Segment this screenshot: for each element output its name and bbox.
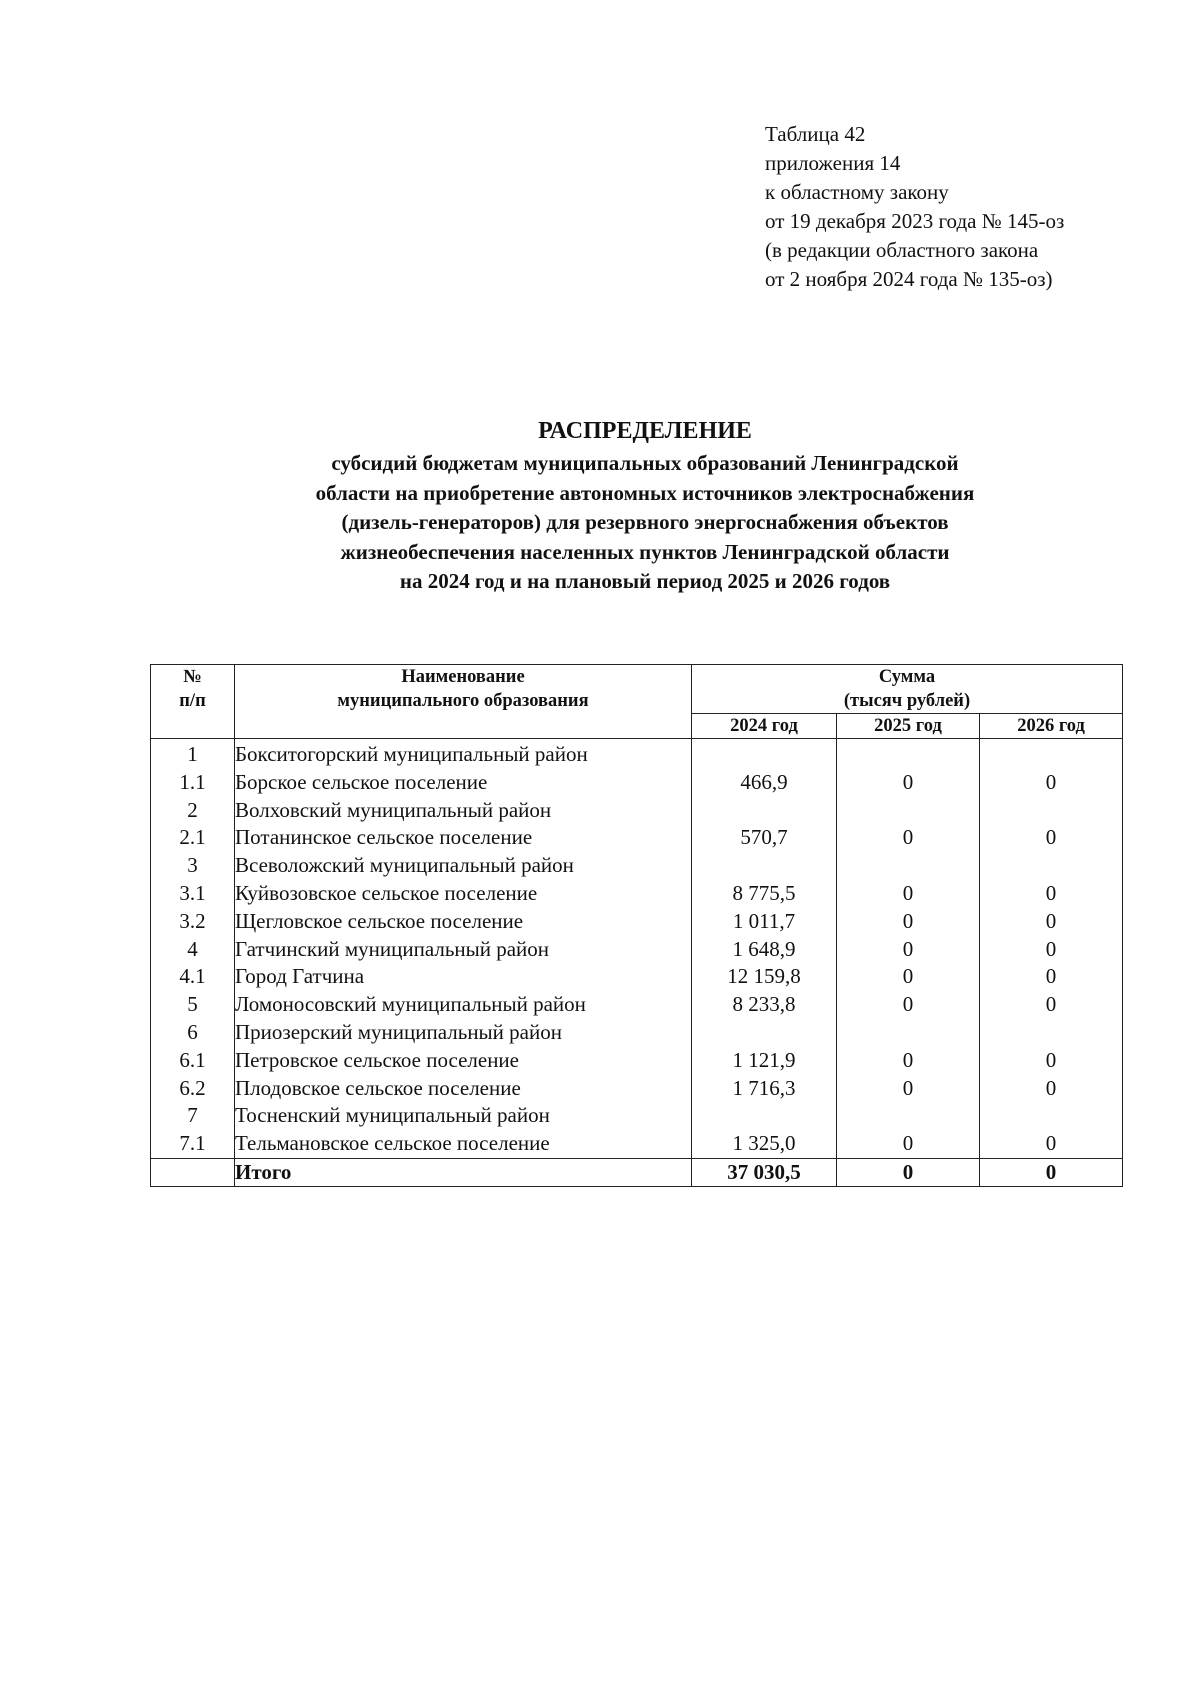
row-name: Тосненский муниципальный район — [235, 1102, 692, 1130]
row-value-2025: 0 — [837, 963, 980, 991]
row-value-2025 — [837, 852, 980, 880]
header-line: (в редакции областного закона — [765, 238, 1039, 262]
row-value-2024 — [692, 797, 837, 825]
header-line: к областному закону — [765, 180, 949, 204]
row-value-2026 — [980, 1019, 1123, 1047]
row-value-2026: 0 — [980, 824, 1123, 852]
row-value-2026 — [980, 739, 1123, 769]
row-value-2026: 0 — [980, 908, 1123, 936]
header-sum-line2: (тысяч рублей) — [843, 691, 971, 711]
row-value-2025: 0 — [837, 1047, 980, 1075]
row-num: 6 — [151, 1019, 235, 1047]
header-line: от 19 декабря 2023 года № 145-оз — [765, 209, 1065, 233]
table-row — [151, 1102, 1123, 1130]
header-num-line2: п/п — [179, 691, 206, 711]
row-value-2024: 1 011,7 — [692, 908, 837, 936]
row-value-2024 — [692, 1102, 837, 1130]
row-name: Всеволожский муниципальный район — [235, 852, 692, 880]
row-value-2025: 0 — [837, 824, 980, 852]
title-line: на 2024 год и на плановый период 2025 и 2026 годов — [399, 569, 891, 593]
document-reference-header — [765, 120, 1064, 294]
row-value-2024 — [692, 739, 837, 769]
total-row — [151, 1158, 1123, 1186]
row-value-2025: 0 — [837, 908, 980, 936]
row-num: 7.1 — [151, 1130, 235, 1158]
total-value-2024: 37 030,5 — [692, 1158, 837, 1186]
row-name: Гатчинский муниципальный район — [235, 936, 692, 964]
row-name: Город Гатчина — [235, 963, 692, 991]
row-num: 3.1 — [151, 880, 235, 908]
row-value-2026: 0 — [980, 936, 1123, 964]
document-title — [0, 415, 1200, 597]
row-value-2024 — [692, 1019, 837, 1047]
table-row — [151, 824, 1123, 852]
row-num: 2 — [151, 797, 235, 825]
row-num: 3 — [151, 852, 235, 880]
table-row — [151, 852, 1123, 880]
row-num: 1.1 — [151, 769, 235, 797]
header-sum — [692, 665, 1123, 714]
table-row — [151, 936, 1123, 964]
total-value-2026: 0 — [980, 1158, 1123, 1186]
row-num: 1 — [151, 739, 235, 769]
row-value-2025 — [837, 797, 980, 825]
row-name: Куйвозовское сельское поселение — [235, 880, 692, 908]
row-num: 4 — [151, 936, 235, 964]
row-name: Плодовское сельское поселение — [235, 1075, 692, 1103]
row-value-2024: 1 325,0 — [692, 1130, 837, 1158]
table-row — [151, 739, 1123, 769]
header-num-line1: № — [183, 667, 202, 687]
row-value-2024: 1 648,9 — [692, 936, 837, 964]
table-row — [151, 1019, 1123, 1047]
row-value-2026: 0 — [980, 1075, 1123, 1103]
row-num: 2.1 — [151, 824, 235, 852]
header-year-2026: 2026 год — [980, 714, 1123, 739]
header-line: Таблица 42 — [765, 122, 866, 146]
row-num: 5 — [151, 991, 235, 1019]
row-name: Волховский муниципальный район — [235, 797, 692, 825]
row-num: 6.1 — [151, 1047, 235, 1075]
row-value-2025: 0 — [837, 1075, 980, 1103]
row-value-2026 — [980, 1102, 1123, 1130]
row-value-2024: 1 716,3 — [692, 1075, 837, 1103]
row-value-2024: 1 121,9 — [692, 1047, 837, 1075]
header-year-2025: 2025 год — [837, 714, 980, 739]
total-num — [151, 1158, 235, 1186]
row-value-2024 — [692, 852, 837, 880]
row-num: 6.2 — [151, 1075, 235, 1103]
row-name: Ломоносовский муниципальный район — [235, 991, 692, 1019]
title-line: (дизель-генераторов) для резервного энергоснабжения объектов — [341, 510, 949, 534]
table-row — [151, 963, 1123, 991]
title-line: жизнеобеспечения населенных пунктов Ленинградской области — [340, 539, 950, 564]
row-value-2026 — [980, 852, 1123, 880]
row-value-2025: 0 — [837, 991, 980, 1019]
table-row — [151, 1130, 1123, 1158]
row-value-2024: 466,9 — [692, 769, 837, 797]
header-name — [235, 665, 692, 739]
row-name: Щегловское сельское поселение — [235, 908, 692, 936]
row-value-2024: 8 233,8 — [692, 991, 837, 1019]
title-line: субсидий бюджетам муниципальных образований Ленинградской — [331, 451, 959, 475]
header-name-line1: Наименование — [401, 667, 525, 687]
row-num: 3.2 — [151, 908, 235, 936]
row-value-2026: 0 — [980, 1130, 1123, 1158]
row-value-2025 — [837, 1019, 980, 1047]
row-name: Петровское сельское поселение — [235, 1047, 692, 1075]
row-name: Тельмановское сельское поселение — [235, 1130, 692, 1158]
title-line: области на приобретение автономных источников электроснабжения — [315, 480, 975, 505]
row-value-2026: 0 — [980, 880, 1123, 908]
row-value-2026: 0 — [980, 963, 1123, 991]
table-row — [151, 1047, 1123, 1075]
row-value-2026: 0 — [980, 991, 1123, 1019]
row-value-2025: 0 — [837, 880, 980, 908]
row-value-2024: 12 159,8 — [692, 963, 837, 991]
row-value-2026: 0 — [980, 769, 1123, 797]
header-year-2024: 2024 год — [692, 714, 837, 739]
header-line: от 2 ноября 2024 года № 135-оз) — [765, 267, 1053, 291]
row-num: 4.1 — [151, 963, 235, 991]
table-row — [151, 769, 1123, 797]
title-main: РАСПРЕДЕЛЕНИЕ — [538, 418, 752, 444]
table-row — [151, 880, 1123, 908]
total-label: Итого — [235, 1158, 692, 1186]
row-value-2025 — [837, 1102, 980, 1130]
table-row — [151, 991, 1123, 1019]
table-row — [151, 797, 1123, 825]
table-row — [151, 1075, 1123, 1103]
header-sum-line1: Сумма — [878, 667, 936, 687]
distribution-table — [150, 664, 1123, 1187]
row-value-2025: 0 — [837, 1130, 980, 1158]
row-value-2025: 0 — [837, 769, 980, 797]
header-num — [151, 665, 235, 739]
row-value-2026: 0 — [980, 1047, 1123, 1075]
row-num: 7 — [151, 1102, 235, 1130]
row-value-2025 — [837, 739, 980, 769]
row-value-2024: 570,7 — [692, 824, 837, 852]
table-row — [151, 908, 1123, 936]
header-line: приложения 14 — [765, 151, 901, 175]
row-value-2026 — [980, 797, 1123, 825]
row-name: Потанинское сельское поселение — [235, 824, 692, 852]
total-value-2025: 0 — [837, 1158, 980, 1186]
row-value-2024: 8 775,5 — [692, 880, 837, 908]
row-value-2025: 0 — [837, 936, 980, 964]
header-name-line2: муниципального образования — [337, 691, 589, 711]
row-name: Приозерский муниципальный район — [235, 1019, 692, 1047]
row-name: Борское сельское поселение — [235, 769, 692, 797]
row-name: Бокситогорский муниципальный район — [235, 739, 692, 769]
